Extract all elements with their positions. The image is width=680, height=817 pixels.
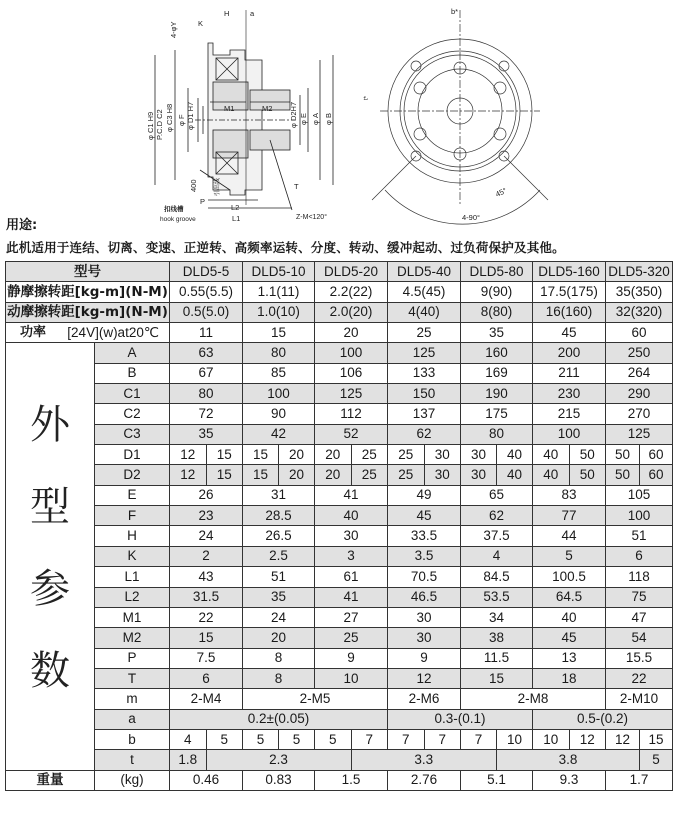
static-torque-row <box>6 282 673 302</box>
dim-value: 4 <box>461 546 533 566</box>
label-M1: M1 <box>224 104 235 113</box>
dim-value: 20 <box>279 445 315 465</box>
dim-value: 211 <box>533 363 606 383</box>
dim-row-a <box>6 343 673 363</box>
label-ZM: Z-M<120° <box>296 214 328 221</box>
dim-value: 105 <box>606 485 673 505</box>
power-value: 25 <box>388 323 461 343</box>
dim-value: 12 <box>606 729 640 749</box>
side-title-char: 数 <box>30 648 70 695</box>
dim-value: 2-M6 <box>388 689 461 709</box>
dim-row-m <box>6 689 673 709</box>
label-lead-wire: 引出线 <box>215 177 221 196</box>
label-45: 45° <box>494 185 509 199</box>
label-L1: L1 <box>232 214 241 223</box>
dim-value: 230 <box>533 384 606 404</box>
dim-value: 80 <box>170 384 243 404</box>
model-dld5-20: DLD5-20 <box>315 262 388 282</box>
model-dld5-80: DLD5-80 <box>461 262 533 282</box>
dim-value: 35 <box>170 424 243 444</box>
dim-value: 7 <box>424 729 461 749</box>
dim-value: 63 <box>170 343 243 363</box>
dim-value: 50 <box>569 445 606 465</box>
dim-value: 190 <box>461 384 533 404</box>
dim-value: 49 <box>388 485 461 505</box>
power-label-unit: [24V](w)at20℃ <box>67 324 159 340</box>
dim-value: 23 <box>170 506 243 526</box>
dim-value: 20 <box>315 445 352 465</box>
dim-value: 25 <box>388 445 425 465</box>
dim-row-t <box>6 750 673 770</box>
dim-value: 25 <box>315 628 388 648</box>
label-E: φ E <box>299 113 308 125</box>
dim-value: 54 <box>606 628 673 648</box>
dim-value: 52 <box>315 424 388 444</box>
dim-row-d2 <box>6 465 673 485</box>
side-title-char: 外 <box>30 402 70 449</box>
power-value: 15 <box>243 323 315 343</box>
model-dld5-10: DLD5-10 <box>243 262 315 282</box>
dim-value: 80 <box>243 343 315 363</box>
dim-value: 1.8 <box>170 750 207 770</box>
label-a: a <box>250 9 255 18</box>
dim-value: 60 <box>640 445 673 465</box>
label-F: φ F <box>177 114 186 126</box>
power-value: 20 <box>315 323 388 343</box>
weight-value: 2.76 <box>388 770 461 790</box>
dim-value: 22 <box>606 668 673 688</box>
dim-value: 4 <box>170 729 207 749</box>
dim-value: 0.2±(0.05) <box>170 709 388 729</box>
static-torque-value: 35(350) <box>606 282 673 302</box>
dim-name: C3 <box>95 424 170 444</box>
dim-value: 75 <box>606 587 673 607</box>
dim-name: A <box>95 343 170 363</box>
dim-value: 61 <box>315 567 388 587</box>
static-torque-value: 4.5(45) <box>388 282 461 302</box>
dim-value: 100 <box>315 343 388 363</box>
dim-value: 72 <box>170 404 243 424</box>
dim-row-h <box>6 526 673 546</box>
dim-value: 22 <box>170 607 243 627</box>
dim-value: 2.5 <box>243 546 315 566</box>
dim-value: 30 <box>461 445 497 465</box>
dim-row-c2 <box>6 404 673 424</box>
label-hook-groove-en: hook groove <box>160 216 196 223</box>
dim-value: 2-M5 <box>243 689 388 709</box>
dim-row-k <box>6 546 673 566</box>
dim-value: 84.5 <box>461 567 533 587</box>
dim-value: 100 <box>243 384 315 404</box>
label-4-90: 4-90° <box>462 213 481 222</box>
dim-value: 83 <box>533 485 606 505</box>
label-PCD: P.C.D C2 <box>155 109 164 140</box>
dim-value: 38 <box>461 628 533 648</box>
dim-value: 0.3-(0.1) <box>388 709 533 729</box>
dim-value: 27 <box>315 607 388 627</box>
dim-value: 47 <box>606 607 673 627</box>
dim-value: 40 <box>533 607 606 627</box>
power-label-wrap <box>6 324 169 342</box>
dim-value: 46.5 <box>388 587 461 607</box>
dim-value: 6 <box>606 546 673 566</box>
dim-name: D1 <box>95 445 170 465</box>
dim-value: 15 <box>243 465 279 485</box>
dim-value: 31 <box>243 485 315 505</box>
dim-value: 2-M10 <box>606 689 673 709</box>
dim-value: 7 <box>461 729 497 749</box>
dim-value: 11.5 <box>461 648 533 668</box>
spec-table <box>5 261 673 791</box>
dim-value: 42 <box>243 424 315 444</box>
static-torque-value: 17.5(175) <box>533 282 606 302</box>
usage-text: 此机适用于连结、切离、变速、正逆转、高频率运转、分度、转动、缓冲起动、过负荷保护及其他。 <box>6 240 565 255</box>
dim-value: 250 <box>606 343 673 363</box>
dim-value: 34 <box>461 607 533 627</box>
dim-value: 200 <box>533 343 606 363</box>
dim-name: a <box>95 709 170 729</box>
dynamic-torque-value: 1.0(10) <box>243 302 315 322</box>
label-K: K <box>198 19 204 28</box>
dim-value: 270 <box>606 404 673 424</box>
side-title-char: 参 <box>30 566 70 613</box>
dim-value: 40 <box>497 465 533 485</box>
dim-value: 118 <box>606 567 673 587</box>
dim-value: 12 <box>170 445 207 465</box>
dim-name: M1 <box>95 607 170 627</box>
usage-title: 用途: <box>6 218 38 233</box>
dim-row-p <box>6 648 673 668</box>
dim-value: 7 <box>388 729 425 749</box>
weight-row <box>6 770 673 790</box>
model-dld5-5: DLD5-5 <box>170 262 243 282</box>
dim-value: 8 <box>243 648 315 668</box>
dim-value: 45 <box>388 506 461 526</box>
dynamic-torque-value: 32(320) <box>606 302 673 322</box>
dim-value: 0.5-(0.2) <box>533 709 673 729</box>
dim-value: 30 <box>461 465 497 485</box>
power-row <box>6 323 673 343</box>
dim-value: 40 <box>497 445 533 465</box>
dim-value: 51 <box>606 526 673 546</box>
dim-value: 25 <box>351 445 388 465</box>
dim-value: 45 <box>533 628 606 648</box>
dim-name: P <box>95 648 170 668</box>
dim-value: 30 <box>424 465 461 485</box>
dim-value: 64.5 <box>533 587 606 607</box>
dim-name: b <box>95 729 170 749</box>
dim-row-d1 <box>6 445 673 465</box>
dim-value: 25 <box>388 465 425 485</box>
model-dld5-160: DLD5-160 <box>533 262 606 282</box>
dim-value: 62 <box>388 424 461 444</box>
dim-row-a <box>6 709 673 729</box>
dim-value: 37.5 <box>461 526 533 546</box>
dim-value: 30 <box>388 628 461 648</box>
dim-row-t <box>6 668 673 688</box>
dim-name: m <box>95 689 170 709</box>
dim-value: 3.5 <box>388 546 461 566</box>
dim-name: F <box>95 506 170 526</box>
dim-value: 125 <box>315 384 388 404</box>
dim-value: 40 <box>533 445 570 465</box>
dim-value: 25 <box>351 465 388 485</box>
dim-value: 215 <box>533 404 606 424</box>
dim-value: 62 <box>461 506 533 526</box>
dim-name: H <box>95 526 170 546</box>
dim-value: 150 <box>388 384 461 404</box>
dim-value: 8 <box>243 668 315 688</box>
dim-value: 30 <box>315 526 388 546</box>
dim-value: 13 <box>533 648 606 668</box>
dim-row-l2 <box>6 587 673 607</box>
static-torque-label: 静摩擦转距[kg-m](N-M) <box>6 282 170 302</box>
dim-value: 15 <box>461 668 533 688</box>
dim-name: C1 <box>95 384 170 404</box>
dim-value: 2-M8 <box>461 689 606 709</box>
weight-value: 0.83 <box>243 770 315 790</box>
dim-value: 290 <box>606 384 673 404</box>
dim-name: L2 <box>95 587 170 607</box>
dim-value: 24 <box>170 526 243 546</box>
dynamic-torque-value: 0.5(5.0) <box>170 302 243 322</box>
dim-value: 20 <box>243 628 315 648</box>
weight-value: 1.7 <box>606 770 673 790</box>
dim-value: 125 <box>606 424 673 444</box>
dim-value: 3.8 <box>497 750 640 770</box>
label-Y: 4-φY <box>169 21 178 38</box>
static-torque-value: 1.1(11) <box>243 282 315 302</box>
static-torque-value: 0.55(5.5) <box>170 282 243 302</box>
label-400: 400 <box>189 179 198 192</box>
dim-value: 15.5 <box>606 648 673 668</box>
dim-value: 10 <box>533 729 570 749</box>
header-row <box>6 262 673 282</box>
power-value: 35 <box>461 323 533 343</box>
dim-row-c1 <box>6 384 673 404</box>
dim-value: 133 <box>388 363 461 383</box>
dim-value: 10 <box>315 668 388 688</box>
dim-value: 41 <box>315 485 388 505</box>
dim-value: 125 <box>388 343 461 363</box>
power-value: 11 <box>170 323 243 343</box>
dim-value: 7.5 <box>170 648 243 668</box>
dim-value: 169 <box>461 363 533 383</box>
label-hook-groove-cn: 扣线槽 <box>164 206 184 213</box>
label-C1: φ C1 H9 <box>146 111 155 140</box>
power-value: 45 <box>533 323 606 343</box>
label-T: T <box>294 182 299 191</box>
dim-value: 6 <box>170 668 243 688</box>
label-B: φ B <box>324 113 333 125</box>
dim-value: 9 <box>388 648 461 668</box>
label-P: P <box>200 197 206 206</box>
dim-value: 5 <box>279 729 315 749</box>
dim-value: 26 <box>170 485 243 505</box>
dim-value: 12 <box>388 668 461 688</box>
weight-label: 重量 <box>6 770 95 790</box>
side-title-chars <box>6 343 94 693</box>
model-header: 型号 <box>6 262 170 282</box>
dim-value: 100.5 <box>533 567 606 587</box>
weight-value: 5.1 <box>461 770 533 790</box>
power-value: 60 <box>606 323 673 343</box>
dim-name: T <box>95 668 170 688</box>
dim-value: 70.5 <box>388 567 461 587</box>
dim-value: 33.5 <box>388 526 461 546</box>
dim-value: 9 <box>315 648 388 668</box>
dim-name: M2 <box>95 628 170 648</box>
label-L2: L2 <box>231 203 240 212</box>
dim-value: 31.5 <box>170 587 243 607</box>
dim-value: 15 <box>206 445 243 465</box>
dim-value: 40 <box>315 506 388 526</box>
dim-row-b <box>6 363 673 383</box>
dim-value: 41 <box>315 587 388 607</box>
dim-value: 7 <box>351 729 388 749</box>
dim-value: 5 <box>243 729 279 749</box>
static-torque-value: 2.2(22) <box>315 282 388 302</box>
dim-name: K <box>95 546 170 566</box>
dim-value: 43 <box>170 567 243 587</box>
dim-value: 3 <box>315 546 388 566</box>
dim-value: 5 <box>206 729 243 749</box>
dim-value: 15 <box>243 445 279 465</box>
dim-value: 100 <box>606 506 673 526</box>
dim-value: 18 <box>533 668 606 688</box>
dim-row-e <box>6 485 673 505</box>
dim-name: t <box>95 750 170 770</box>
side-section-view <box>155 10 333 210</box>
static-torque-value: 9(90) <box>461 282 533 302</box>
dynamic-torque-label: 动摩擦转距[kg-m](N-M) <box>6 302 170 322</box>
label-D1: φ D1 H7 <box>186 101 195 130</box>
side-title-char: 型 <box>30 484 70 531</box>
dynamic-torque-value: 16(160) <box>533 302 606 322</box>
power-label <box>6 323 170 343</box>
dim-name: L1 <box>95 567 170 587</box>
dim-value: 65 <box>461 485 533 505</box>
dim-value: 15 <box>640 729 673 749</box>
dim-row-b <box>6 729 673 749</box>
dim-row-f <box>6 506 673 526</box>
dim-name: B <box>95 363 170 383</box>
dim-value: 60 <box>640 465 673 485</box>
dim-row-c3 <box>6 424 673 444</box>
label-H: H <box>224 9 230 18</box>
dim-value: 80 <box>461 424 533 444</box>
dim-value: 175 <box>461 404 533 424</box>
dim-value: 50 <box>569 465 606 485</box>
dim-value: 90 <box>243 404 315 424</box>
dynamic-torque-row <box>6 302 673 322</box>
dim-value: 3.3 <box>351 750 497 770</box>
dim-value: 106 <box>315 363 388 383</box>
dim-value: 67 <box>170 363 243 383</box>
dim-value: 2.3 <box>206 750 351 770</box>
dim-value: 30 <box>388 607 461 627</box>
label-D2: φ D2H7 <box>289 101 298 128</box>
dim-value: 20 <box>315 465 352 485</box>
front-view <box>372 10 548 224</box>
dim-value: 40 <box>533 465 570 485</box>
model-dld5-320: DLD5-320 <box>606 262 673 282</box>
dim-value: 24 <box>243 607 315 627</box>
dim-name: E <box>95 485 170 505</box>
dynamic-torque-value: 8(80) <box>461 302 533 322</box>
dim-value: 85 <box>243 363 315 383</box>
dim-value: 28.5 <box>243 506 315 526</box>
dim-value: 26.5 <box>243 526 315 546</box>
dim-value: 2-M4 <box>170 689 243 709</box>
dim-value: 15 <box>170 628 243 648</box>
dim-row-m2 <box>6 628 673 648</box>
dynamic-torque-value: 4(40) <box>388 302 461 322</box>
dim-name: D2 <box>95 465 170 485</box>
dim-row-l1 <box>6 567 673 587</box>
label-C3: φ C3 H8 <box>165 103 174 132</box>
dim-value: 51 <box>243 567 315 587</box>
label-b: b* <box>451 7 459 16</box>
dim-value: 35 <box>243 587 315 607</box>
dim-value: 53.5 <box>461 587 533 607</box>
weight-value: 1.5 <box>315 770 388 790</box>
dim-value: 77 <box>533 506 606 526</box>
dim-value: 15 <box>206 465 243 485</box>
dim-value: 160 <box>461 343 533 363</box>
dim-value: 12 <box>170 465 207 485</box>
side-title <box>6 343 95 770</box>
dim-value: 50 <box>606 445 640 465</box>
dim-value: 12 <box>569 729 606 749</box>
label-A: φ A <box>311 113 320 125</box>
model-dld5-40: DLD5-40 <box>388 262 461 282</box>
dim-value: 5 <box>533 546 606 566</box>
dim-value: 50 <box>606 465 640 485</box>
dim-value: 20 <box>279 465 315 485</box>
dim-value: 10 <box>497 729 533 749</box>
dim-value: 5 <box>640 750 673 770</box>
weight-value: 0.46 <box>170 770 243 790</box>
front-view-labels <box>364 7 508 222</box>
dim-value: 137 <box>388 404 461 424</box>
dim-row-m1 <box>6 607 673 627</box>
power-label-cn: 功率 <box>20 324 47 340</box>
dim-value: 44 <box>533 526 606 546</box>
dim-value: 30 <box>424 445 461 465</box>
weight-unit: (kg) <box>95 770 170 790</box>
dim-name: C2 <box>95 404 170 424</box>
dim-value: 264 <box>606 363 673 383</box>
label-M2: M2 <box>262 104 273 113</box>
dim-value: 100 <box>533 424 606 444</box>
dim-value: 2 <box>170 546 243 566</box>
dim-value: 112 <box>315 404 388 424</box>
label-t: t* <box>364 95 370 100</box>
dynamic-torque-value: 2.0(20) <box>315 302 388 322</box>
dim-value: 5 <box>315 729 352 749</box>
technical-drawing <box>0 0 680 225</box>
weight-value: 9.3 <box>533 770 606 790</box>
